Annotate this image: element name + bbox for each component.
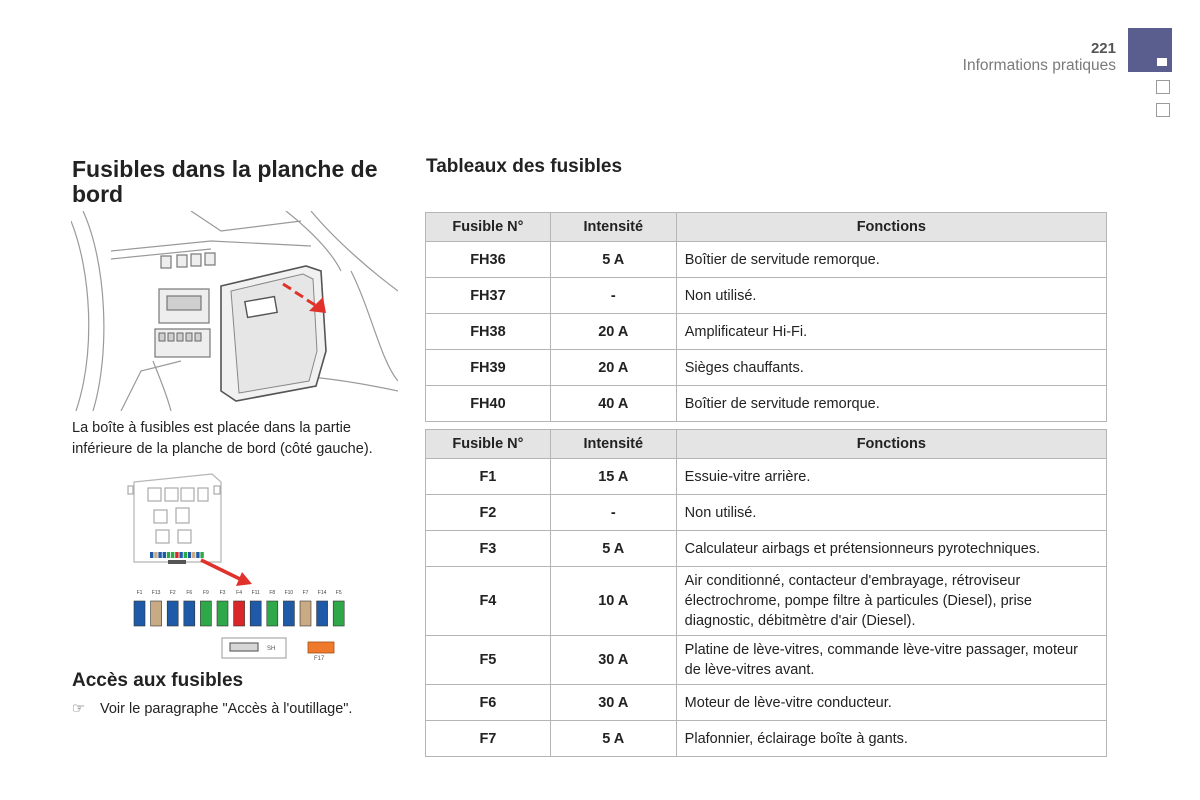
fuse-intensity-cell: 10 A: [550, 567, 676, 636]
fuse-intensity-cell: 5 A: [550, 531, 676, 567]
fuse-f8: [267, 601, 278, 626]
fuse-box-diagram: [126, 472, 356, 662]
fuse-label: F8: [269, 590, 276, 596]
fuse-label: F4: [236, 590, 243, 596]
fuse-number-cell: F1: [426, 459, 551, 495]
mini-fuse: [175, 552, 178, 558]
fuse-number-cell: F4: [426, 567, 551, 636]
mini-fuse: [158, 552, 161, 558]
mini-fuse: [150, 552, 153, 558]
fuse-number-cell: F3: [426, 531, 551, 567]
header-fuse: Fusible N°: [426, 430, 551, 459]
hand-pointer-icon: ☞: [72, 701, 85, 717]
fuse-label: F10: [284, 590, 294, 596]
fuse-number-cell: FH37: [426, 278, 551, 314]
fuse-number-cell: F5: [426, 636, 551, 685]
table-row: [426, 459, 1107, 495]
fuse-f9: [200, 601, 211, 626]
table-row: [426, 721, 1107, 757]
fuse-label: F6: [186, 590, 193, 596]
fuse-f3: [217, 601, 228, 626]
fuse-function-cell: Essuie-vitre arrière.: [676, 459, 1106, 495]
table-row: [426, 314, 1107, 350]
access-title: Accès aux fusibles: [72, 670, 244, 691]
header-fuse: Fusible N°: [426, 213, 551, 242]
fuse-label: F1: [136, 590, 143, 596]
fuse-function-cell: Amplificateur Hi-Fi.: [676, 314, 1106, 350]
fuse-label: F5: [335, 590, 342, 596]
header-functions: Fonctions: [676, 430, 1106, 459]
fuse-f4: [234, 601, 245, 626]
mini-fuse: [200, 552, 203, 558]
table-row: [426, 636, 1107, 685]
fuse-f11: [250, 601, 261, 626]
mini-fuse: [171, 552, 174, 558]
fuse-intensity-cell: 20 A: [550, 350, 676, 386]
fuse-f2: [167, 601, 178, 626]
table-row: [426, 386, 1107, 422]
fuse-intensity-cell: -: [550, 278, 676, 314]
fuse-label: F9: [202, 590, 209, 596]
fuse-f13: [151, 601, 162, 626]
mini-fuse: [188, 552, 191, 558]
fuse-number-cell: F2: [426, 495, 551, 531]
fuse-f17: [308, 642, 334, 653]
page-tab-square: [1156, 80, 1170, 94]
fuse-f14: [317, 601, 328, 626]
fuse-label: F7: [302, 590, 309, 596]
fuse-intensity-cell: 20 A: [550, 314, 676, 350]
fuse-number-cell: FH40: [426, 386, 551, 422]
fuse-table-fh: [425, 212, 1107, 422]
fuse-number-cell: FH36: [426, 242, 551, 278]
header-intensity: Intensité: [550, 430, 676, 459]
header-intensity: Intensité: [550, 213, 676, 242]
fuse-table-f: [425, 429, 1107, 757]
fuse-function-cell: Boîtier de servitude remorque.: [676, 386, 1106, 422]
fuse-f1: [134, 601, 145, 626]
fuse-number-cell: FH38: [426, 314, 551, 350]
fuse-box-location-text: La boîte à fusibles est placée dans la partie inférieure de la planche de bord (côté gauche).: [72, 420, 373, 457]
fuse-function-cell: Calculateur airbags et prétensionneurs pyrotechniques.: [676, 531, 1106, 567]
mini-fuse: [167, 552, 170, 558]
fuse-function-cell: Sièges chauffants.: [676, 350, 1106, 386]
page-number: 221: [1090, 40, 1116, 57]
access-note: [72, 701, 352, 717]
fuse-function-cell: Plafonnier, éclairage boîte à gants.: [676, 721, 1106, 757]
mini-fuse: [184, 552, 187, 558]
table-row: [426, 350, 1107, 386]
fuse-intensity-cell: 30 A: [550, 685, 676, 721]
fuse-number-cell: F7: [426, 721, 551, 757]
fuse-intensity-cell: 15 A: [550, 459, 676, 495]
mini-fuse: [154, 552, 157, 558]
header-functions: Fonctions: [676, 213, 1106, 242]
fuse-label: F2: [169, 590, 176, 596]
fuse-number-cell: F6: [426, 685, 551, 721]
table-row: [426, 567, 1107, 636]
fuse-function-cell: Air conditionné, contacteur d'embrayage, rétroviseur électrochrome, pompe filtre à particules (Diesel), prise diagnostic, débitmètre d'air (Diesel).: [676, 567, 1106, 636]
table-header-row: [426, 430, 1107, 459]
page-title: Fusibles dans la planche de bord: [72, 156, 378, 207]
fuse-function-cell: Platine de lève-vitres, commande lève-vitre passager, moteur de lève-vitres avant.: [676, 636, 1106, 685]
table-row: [426, 495, 1107, 531]
table-row: [426, 685, 1107, 721]
mini-fuse: [163, 552, 166, 558]
fuse-f10: [283, 601, 294, 626]
table-row: [426, 531, 1107, 567]
page-tab-marker: [1157, 58, 1167, 66]
mini-fuse: [196, 552, 199, 558]
f17-label: F17: [314, 656, 325, 662]
fuse-f5: [333, 601, 344, 626]
sh-label: SH: [267, 646, 276, 652]
fuse-f6: [184, 601, 195, 626]
fuse-function-cell: Non utilisé.: [676, 278, 1106, 314]
page-tab-square: [1156, 103, 1170, 117]
fuse-intensity-cell: -: [550, 495, 676, 531]
table-row: [426, 278, 1107, 314]
access-text: Voir le paragraphe "Accès à l'outillage".: [100, 701, 353, 717]
table-row: [426, 242, 1107, 278]
fuse-function-cell: Boîtier de servitude remorque.: [676, 242, 1106, 278]
mini-fuse: [192, 552, 195, 558]
fuse-label: F14: [317, 590, 327, 596]
fuse-f7: [300, 601, 311, 626]
fuse-number-cell: FH39: [426, 350, 551, 386]
fuse-label: F3: [219, 590, 226, 596]
section-name: Informations pratiques: [962, 57, 1116, 74]
table-header-row: [426, 213, 1107, 242]
mini-fuse: [179, 552, 182, 558]
fuse-label: F11: [251, 590, 260, 596]
tables-title: Tableaux des fusibles: [426, 156, 623, 177]
fuse-intensity-cell: 30 A: [550, 636, 676, 685]
fuse-function-cell: Non utilisé.: [676, 495, 1106, 531]
fuse-intensity-cell: 5 A: [550, 242, 676, 278]
fuse-label: F13: [151, 590, 161, 596]
fuse-intensity-cell: 40 A: [550, 386, 676, 422]
fuse-intensity-cell: 5 A: [550, 721, 676, 757]
dashboard-illustration: [71, 211, 398, 411]
fuse-function-cell: Moteur de lève-vitre conducteur.: [676, 685, 1106, 721]
